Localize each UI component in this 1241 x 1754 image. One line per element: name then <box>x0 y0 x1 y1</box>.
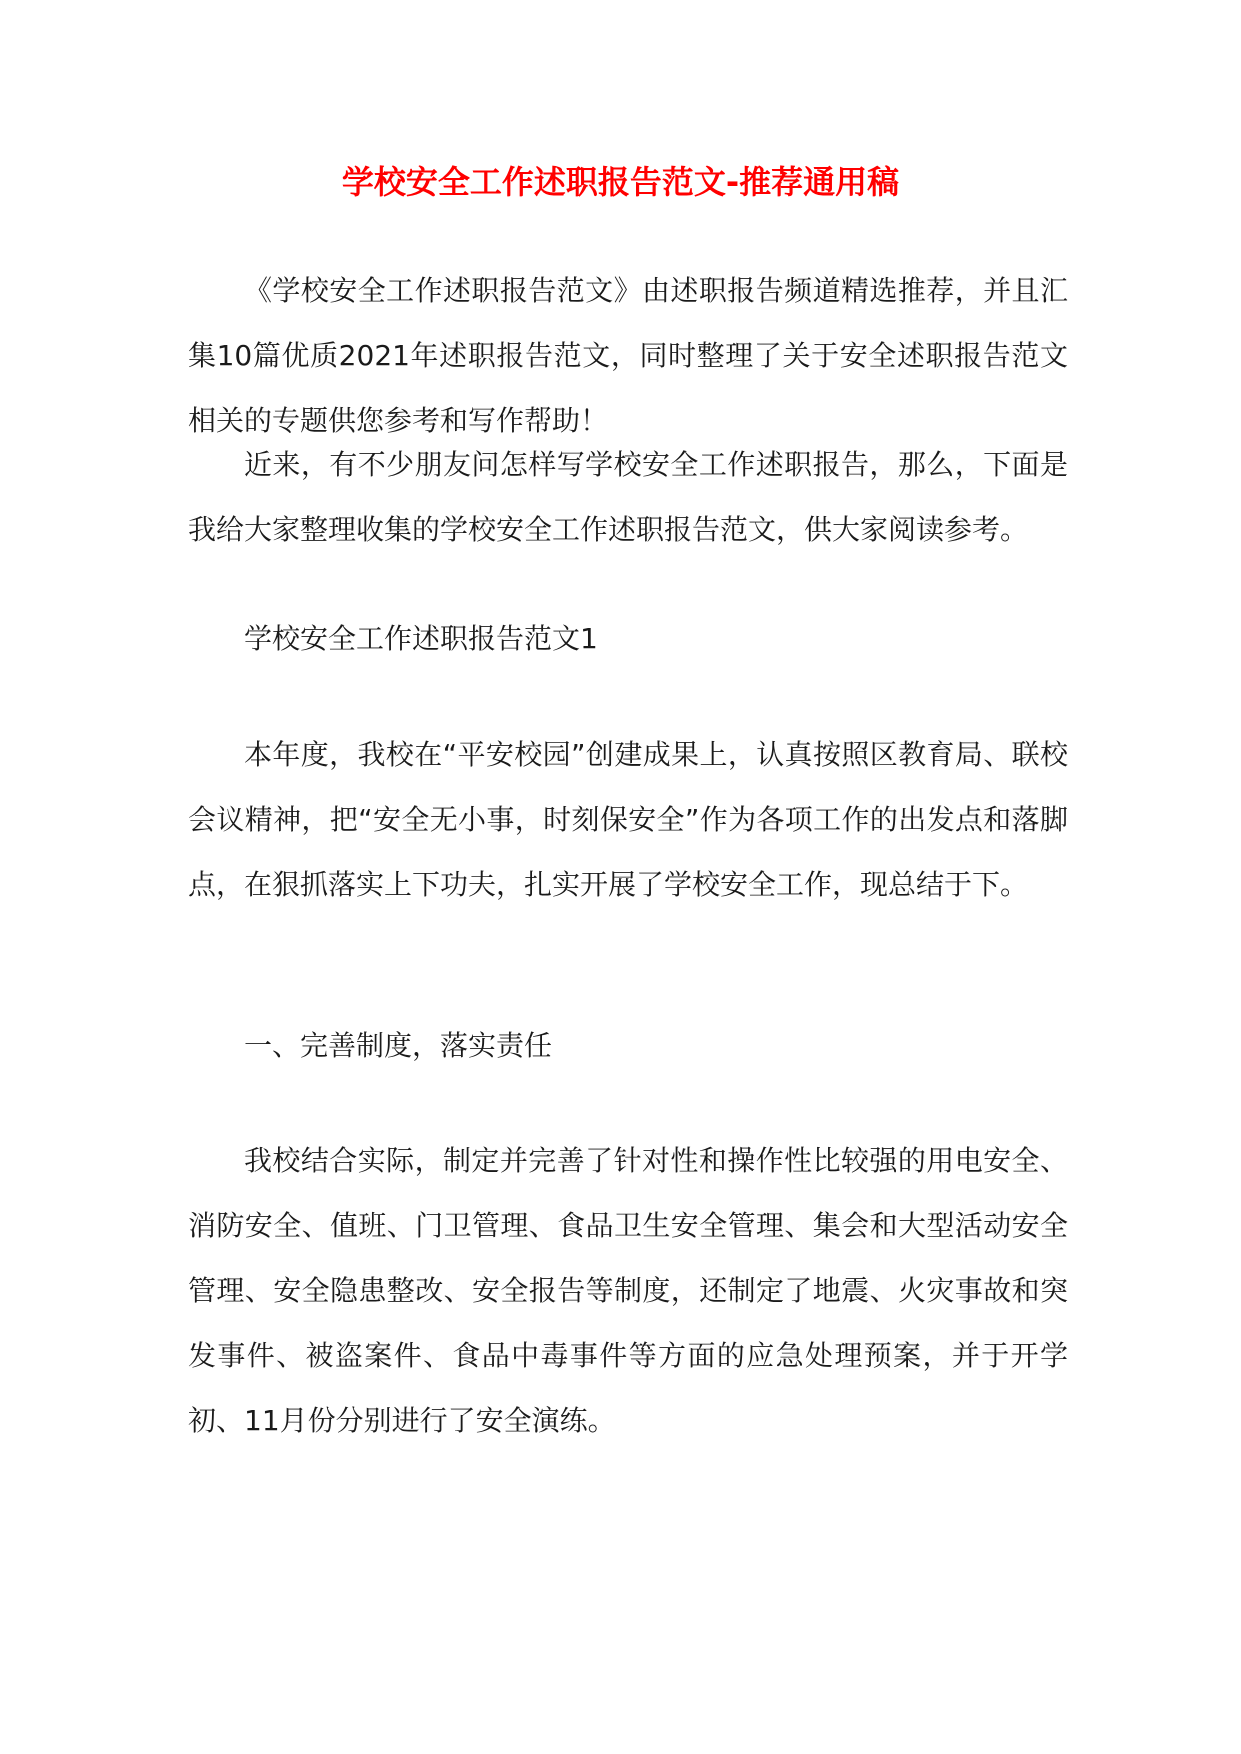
section-heading-report-1: 学校安全工作述职报告范文1 <box>244 622 598 655</box>
document-title: 学校安全工作述职报告范文-推荐通用稿 <box>341 163 900 201</box>
subheading-institution: 一、完善制度，落实责任 <box>244 1029 553 1062</box>
preface-paragraph: 近来，有不少朋友问怎样写学校安全工作述职报告，那么，下面是我给大家整理收集的学校安全工作述职报告范文，供大家阅读参考。 <box>188 448 1068 546</box>
body-paragraph-institution: 我校结合实际，制定并完善了针对性和操作性比较强的用电安全、消防安全、值班、门卫管理、食品卫生安全管理、集会和大型活动安全管理、安全隐患整改、安全报告等制度，还制定了地震、火灾事故和突发事件、被盗案件、食品中毒事件等方面的应急处理预案，并于开学初、11月份分别进行了安全演练。 <box>188 1144 1068 1437</box>
body-paragraph-overview: 本年度，我校在“平安校园”创建成果上，认真按照区教育局、联校会议精神，把“安全无小事，时刻保安全”作为各项工作的出发点和落脚点，在狠抓落实上下功夫，扎实开展了学校安全工作，现总结于下。 <box>188 738 1068 901</box>
intro-paragraph: 《学校安全工作述职报告范文》由述职报告频道精选推荐，并且汇集10篇优质2021年述职报告范文，同时整理了关于安全述职报告范文相关的专题供您参考和写作帮助！ <box>188 274 1068 437</box>
